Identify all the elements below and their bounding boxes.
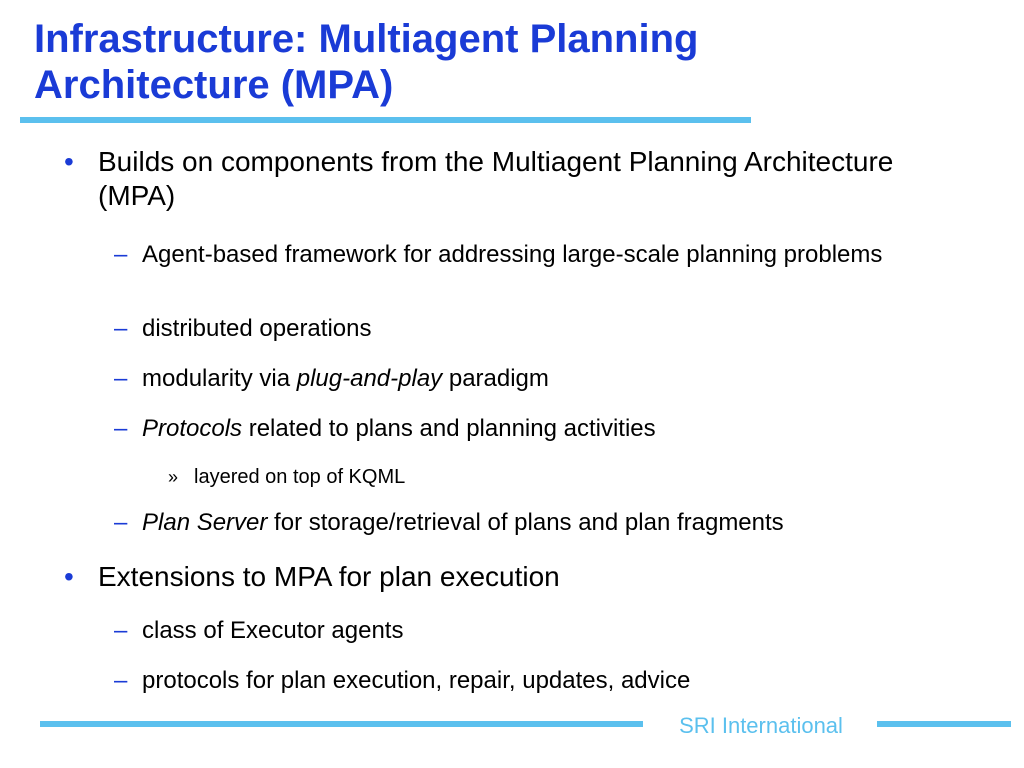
sub-bullet-executor-agents — [114, 614, 914, 648]
sub-bullet-marker: – — [114, 667, 128, 694]
slide-title-line-1: Infrastructure: Multiagent Planning — [34, 17, 699, 61]
sub-bullet-text-emphasis: plug-and-play — [296, 365, 443, 392]
sub-bullet-protocols — [114, 412, 914, 446]
sub-bullet-text-post: paradigm — [442, 365, 549, 392]
sub-bullet-marker: – — [114, 617, 128, 644]
footer-organization: SRI International — [679, 713, 843, 738]
sub-bullet-modularity — [114, 362, 914, 396]
sub-sub-bullet-marker: » — [168, 467, 179, 487]
sub-bullet-text: class of Executor agents — [142, 617, 404, 644]
bullet-marker: • — [64, 146, 74, 177]
sub-bullet-text: distributed operations — [142, 315, 372, 342]
sub-bullet-text: protocols for plan execution, repair, updates, advice — [142, 667, 691, 694]
sub-bullet-text-emphasis: Protocols — [142, 415, 243, 442]
sub-sub-bullet-text: layered on top of KQML — [194, 466, 406, 488]
sub-bullet-text — [142, 412, 914, 446]
sub-bullet-text-post: for storage/retrieval of plans and plan fragments — [267, 509, 784, 536]
sub-bullet-marker: – — [114, 415, 128, 442]
sub-bullet-text-emphasis: Plan Server — [142, 509, 268, 536]
sub-bullet-text-pre: modularity via — [142, 365, 297, 392]
sub-bullet-execution-protocols — [114, 664, 914, 698]
sub-bullet-text: Agent-based framework for addressing large-scale planning problems — [142, 241, 883, 268]
sub-bullet-marker: – — [114, 241, 128, 268]
bullet-marker: • — [64, 561, 74, 592]
sub-bullet-text — [142, 362, 914, 396]
footer-rule-right — [877, 721, 1011, 727]
bullet-builds-on-components — [64, 145, 924, 213]
sub-sub-bullet-kqml — [168, 464, 868, 490]
sub-bullet-marker: – — [114, 315, 128, 342]
slide-title-line-2: Architecture (MPA) — [34, 63, 394, 107]
sub-bullet-text-post: related to plans and planning activities — [242, 415, 656, 442]
sub-bullet-marker: – — [114, 365, 128, 392]
sub-bullet-agent-based-framework — [114, 238, 914, 272]
sub-bullet-text — [142, 506, 914, 540]
sub-bullet-plan-server — [114, 506, 914, 540]
bullet-text: Extensions to MPA for plan execution — [98, 561, 560, 592]
bullet-extensions-to-mpa — [64, 560, 924, 594]
bullet-text: Builds on components from the Multiagent Planning Architecture (MPA) — [98, 146, 894, 211]
sub-bullet-marker: – — [114, 509, 128, 536]
footer-rule-left — [40, 721, 643, 727]
sub-bullet-distributed-operations — [114, 312, 914, 346]
